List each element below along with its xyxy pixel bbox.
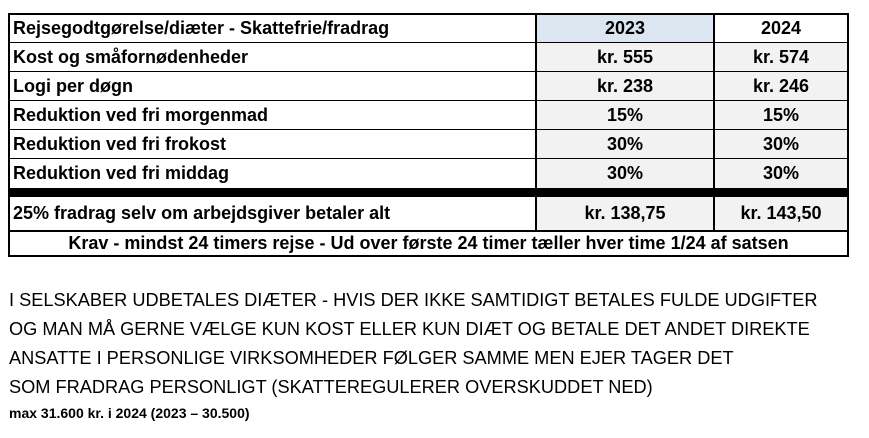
row-value-2024: 30%: [715, 159, 847, 188]
row-label: Kost og småfornødenheder: [10, 43, 537, 71]
table-row: [10, 159, 847, 188]
max-amount-note: max 31.600 kr. i 2024 (2023 – 30.500): [9, 405, 250, 421]
row-value-2023: kr. 238: [537, 72, 715, 100]
table-header-row: [10, 15, 847, 43]
note-line: I SELSKABER UDBETALES DIÆTER - HVIS DER IKKE SAMTIDIGT BETALES FULDE UDGIFTER: [9, 290, 818, 310]
total-row: [10, 197, 847, 230]
row-label: Reduktion ved fri middag: [10, 159, 537, 188]
table-row: [10, 72, 847, 101]
total-value-2023: kr. 138,75: [537, 197, 715, 230]
row-label: Reduktion ved fri morgenmad: [10, 101, 537, 129]
allowance-table: [8, 13, 849, 257]
row-value-2024: 15%: [715, 101, 847, 129]
row-value-2024: kr. 246: [715, 72, 847, 100]
row-value-2023: 15%: [537, 101, 715, 129]
table-row: [10, 101, 847, 130]
table-row: [10, 130, 847, 159]
row-value-2023: kr. 555: [537, 43, 715, 71]
header-label: Rejsegodtgørelse/diæter - Skattefrie/fradrag: [10, 15, 537, 42]
row-value-2023: 30%: [537, 130, 715, 158]
header-year-2023: 2023: [537, 15, 715, 42]
row-value-2024: kr. 574: [715, 43, 847, 71]
total-value-2024: kr. 143,50: [715, 197, 847, 230]
total-label: 25% fradrag selv om arbejdsgiver betaler alt: [10, 197, 537, 230]
row-value-2023: 30%: [537, 159, 715, 188]
table-footer-note: Krav - mindst 24 timers rejse - Ud over første 24 timer tæller hver time 1/24 af satsen: [10, 230, 847, 255]
table-row: [10, 43, 847, 72]
thick-divider: [10, 188, 847, 197]
header-year-2024: 2024: [760, 18, 802, 38]
row-value-2024: 30%: [715, 130, 847, 158]
row-label: Reduktion ved fri frokost: [10, 130, 537, 158]
notes-block: [9, 286, 818, 423]
note-line: ANSATTE I PERSONLIGE VIRKSOMHEDER FØLGER SAMME MEN EJER TAGER DET: [9, 348, 734, 368]
note-line: SOM FRADRAG PERSONLIGT (SKATTEREGULERER OVERSKUDDET NED): [9, 377, 653, 397]
note-line: OG MAN MÅ GERNE VÆLGE KUN KOST ELLER KUN DIÆT OG BETALE DET ANDET DIREKTE: [9, 319, 810, 339]
row-label: Logi per døgn: [10, 72, 537, 100]
